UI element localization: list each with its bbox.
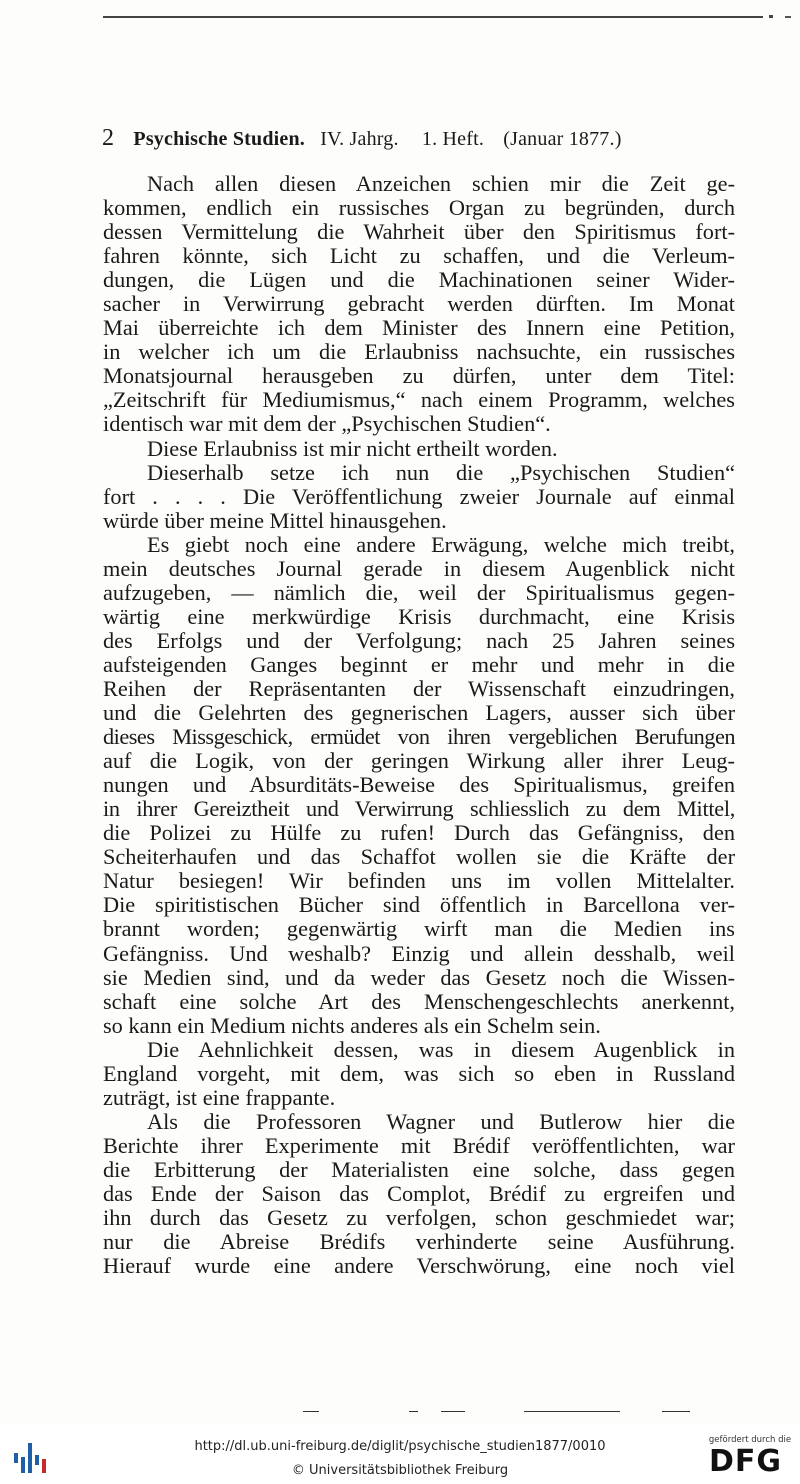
text-line: aufsteigenden Ganges beginnt er mehr und mehr in die bbox=[103, 651, 735, 677]
top-rule-mark bbox=[769, 15, 773, 18]
text-line: ihn durch das Gesetz zu verfolgen, schon geschmiedet war; bbox=[103, 1205, 735, 1231]
dfg-logo[interactable] bbox=[705, 1435, 795, 1481]
page-number: 2 bbox=[102, 125, 115, 151]
text-line: nur die Abreise Brédifs verhinderte seine Ausführung. bbox=[103, 1229, 735, 1255]
bottom-rule-mark bbox=[441, 1411, 465, 1412]
viewer-footer bbox=[0, 1425, 800, 1484]
text-line: dessen Vermittelung die Wahrheit über den Spiritismus fort- bbox=[103, 219, 735, 245]
bottom-rule-mark bbox=[409, 1411, 418, 1412]
top-rule-mark bbox=[785, 16, 791, 18]
text-line: Die Aehnlichkeit dessen, was in diesem Augenblick in bbox=[147, 1036, 735, 1062]
journal-title: Psychische Studien. bbox=[133, 128, 306, 150]
text-line: auf die Logik, von der geringen Wirkung aller ihrer Leug- bbox=[103, 748, 735, 774]
text-line: fort . . . . Die Veröffentlichung zweier Journale auf einmal bbox=[103, 483, 735, 509]
text-line: sie Medien sind, und da weder das Gesetz noch die Wissen- bbox=[103, 964, 735, 990]
text-line: dungen, die Lügen und die Machinationen seiner Wider- bbox=[103, 267, 735, 293]
text-line: Mai überreichte ich dem Minister des Innern eine Petition, bbox=[103, 315, 735, 341]
text-line: die Polizei zu Hülfe zu rufen! Durch das Gefängniss, den bbox=[103, 820, 735, 846]
top-rule bbox=[103, 16, 763, 18]
text-line: mein deutsches Journal gerade in diesem Augenblick nicht bbox=[103, 555, 735, 581]
text-line: sacher in Verwirrung gebracht werden dürften. Im Monat bbox=[103, 291, 735, 317]
text-line: wärtig eine merkwürdige Krisis durchmacht, eine Krisis bbox=[103, 603, 735, 629]
bottom-rule-mark bbox=[662, 1411, 690, 1412]
text-line: Gefängniss. Und weshalb? Einzig und allein desshalb, weil bbox=[103, 940, 735, 966]
text-line: Scheiterhaufen und das Schaffot wollen sie die Kräfte der bbox=[103, 844, 735, 870]
text-line: und die Gelehrten des gegnerischen Lagers, ausser sich über bbox=[103, 700, 735, 726]
text-line: aufzugeben, — nämlich die, weil der Spiritualismus gegen- bbox=[103, 579, 735, 605]
text-line: kommen, endlich ein russisches Organ zu begründen, durch bbox=[103, 195, 735, 221]
text-line: fahren könnte, sich Licht zu schaffen, und die Verleum- bbox=[103, 243, 735, 269]
text-line: in welcher ich um die Erlaubniss nachsuchte, ein russisches bbox=[103, 339, 735, 365]
text-line: brannt worden; gegenwärtig wirft man die Medien ins bbox=[103, 916, 735, 942]
text-line: dieses Missgeschick, ermüdet von ihren vergeblichen Berufungen bbox=[103, 724, 735, 750]
text-line: Hierauf wurde eine andere Verschwörung, eine noch viel bbox=[103, 1253, 735, 1279]
text-line: zuträgt, ist eine frappante. bbox=[103, 1084, 336, 1110]
running-head bbox=[102, 125, 742, 151]
dfg-caption: gefördert durch die bbox=[708, 1435, 792, 1445]
bottom-rule-mark bbox=[303, 1411, 319, 1412]
text-line: nungen und Absurditäts-Beweise des Spiritualismus, greifen bbox=[103, 772, 735, 798]
text-line: Natur besiegen! Wir befinden uns im vollen Mittelalter. bbox=[103, 868, 735, 894]
text-line: die Erbitterung der Materialisten eine solche, dass gegen bbox=[103, 1156, 735, 1182]
copyright-notice: © Universitätsbibliothek Freiburg bbox=[291, 1463, 509, 1478]
text-line: Es giebt noch eine andere Erwägung, welche mich treibt, bbox=[147, 531, 735, 557]
text-line: Reihen der Repräsentanten der Wissenschaft einzudringen, bbox=[103, 675, 735, 701]
text-line: Nach allen diesen Anzeichen schien mir die Zeit ge- bbox=[147, 171, 735, 196]
text-line: in ihrer Gereiztheit und Verwirrung schliesslich zu dem Mittel, bbox=[103, 796, 735, 822]
text-line: identisch war mit dem der „Psychischen Studien“. bbox=[103, 411, 551, 437]
volume-label: IV. Jahrg. bbox=[320, 128, 399, 150]
document-url-link[interactable]: http://dl.ub.uni-freiburg.de/diglit/psychische_studien1877/0010 bbox=[194, 1439, 606, 1454]
text-line: des Erfolgs und der Verfolgung; nach 25 Jahren seines bbox=[103, 627, 735, 653]
issue-date: (Januar 1877.) bbox=[503, 128, 622, 150]
issue-label: 1. Heft. bbox=[421, 128, 485, 150]
text-line: Berichte ihrer Experimente mit Brédif veröffentlichten, war bbox=[103, 1132, 735, 1158]
text-line: Diese Erlaubniss ist mir nicht ertheilt worden. bbox=[147, 435, 558, 461]
text-line: Die spiritistischen Bücher sind öffentlich in Barcellona ver- bbox=[103, 892, 735, 918]
bottom-rule-mark bbox=[524, 1411, 620, 1412]
text-line: so kann ein Medium nichts anderes als ein Schelm sein. bbox=[103, 1012, 601, 1038]
text-line: Dieserhalb setze ich nun die „Psychischen Studien“ bbox=[147, 459, 735, 485]
text-line: das Ende der Saison das Complot, Brédif zu ergreifen und bbox=[103, 1180, 735, 1206]
text-line: England vorgeht, mit dem, was sich so eben in Russland bbox=[103, 1060, 735, 1086]
text-line: Monatsjournal herausgeben zu dürfen, unter dem Titel: bbox=[103, 363, 735, 389]
dfg-logo-text: DFG bbox=[709, 1444, 783, 1479]
text-line: „Zeitschrift für Mediumismus,“ nach einem Programm, welches bbox=[103, 387, 735, 413]
text-line: würde über meine Mittel hinausgehen. bbox=[103, 507, 447, 533]
body-text bbox=[103, 172, 735, 1278]
text-line: schaft eine solche Art des Menschengeschlechts anerkennt, bbox=[103, 988, 735, 1014]
text-line: Als die Professoren Wagner und Butlerow hier die bbox=[147, 1108, 735, 1134]
